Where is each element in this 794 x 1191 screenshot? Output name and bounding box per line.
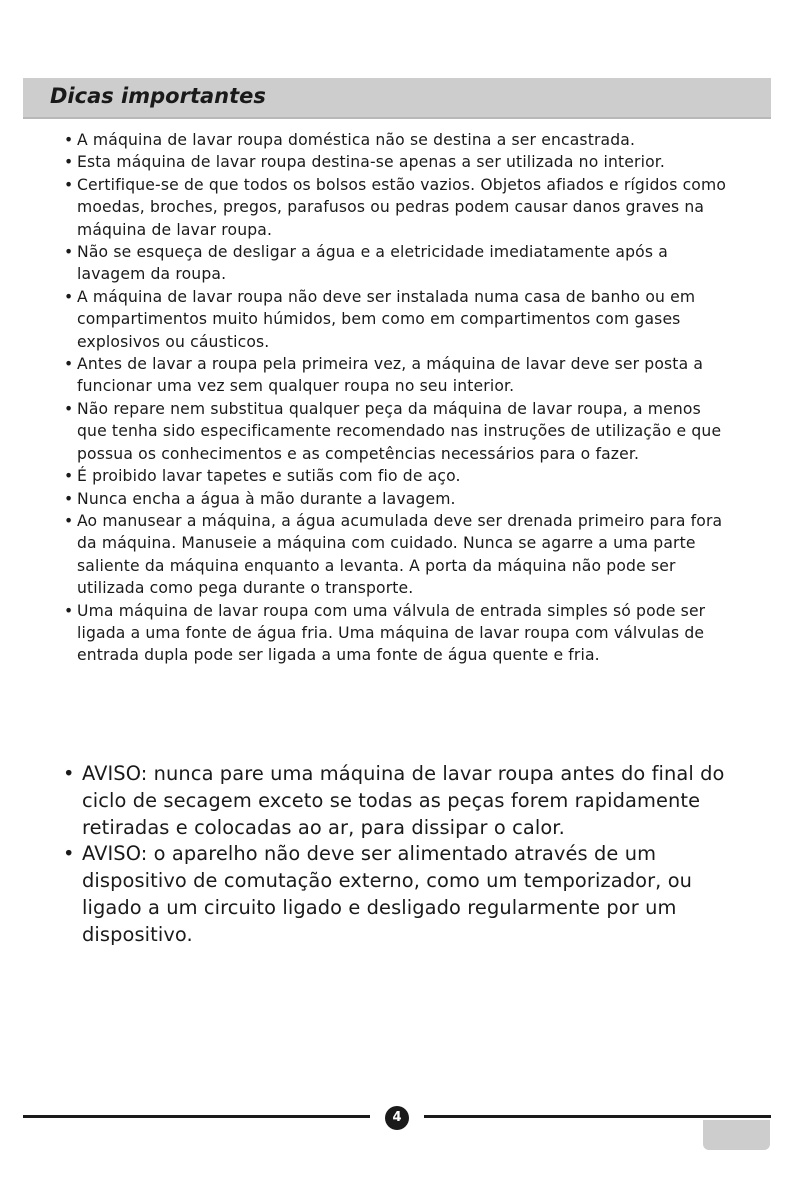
section-header (23, 78, 771, 119)
bullet-icon: • (64, 511, 74, 530)
section-title: Dicas importantes (50, 84, 266, 108)
bullet-icon: • (64, 399, 74, 418)
tip-text: Ao manusear a máquina, a água acumulada deve ser drenada primeiro para fora da máquina. Manuseie a máquina com cuidado. Nunca se agarre a uma parte saliente da máquina enquanto a levanta. A porta da máquina não pode ser utilizada como pega durante o transporte. (77, 511, 723, 598)
tip-item (62, 174, 734, 241)
warnings-list (62, 761, 734, 949)
bullet-icon: • (64, 243, 74, 262)
bullet-icon: • (64, 175, 74, 194)
footer-rule-left (23, 1115, 370, 1118)
warning-item (62, 761, 734, 841)
bullet-icon: • (64, 153, 74, 172)
tip-text: Não repare nem substitua qualquer peça da máquina de lavar roupa, a menos que tenha sido especificamente recomendado nas instruções de utilização e que possua os conhecimentos e as competências necessários para o fazer. (77, 399, 722, 463)
tip-item (62, 286, 734, 353)
tip-text: Certifique-se de que todos os bolsos estão vazios. Objetos afiados e rígidos como moedas, broches, pregos, parafusos ou pedras podem causar danos graves na máquina de lavar roupa. (77, 175, 727, 239)
warning-item (62, 841, 734, 948)
footer-rule-right (424, 1115, 771, 1118)
tip-item (62, 151, 734, 173)
bullet-icon: • (64, 355, 74, 374)
bullet-icon: • (63, 842, 75, 866)
tips-list (62, 129, 734, 667)
warning-text: AVISO: o aparelho não deve ser alimentado através de um dispositivo de comutação externo, como um temporizador, ou ligado a um circuito ligado e desligado regularmente por um dispositivo. (82, 842, 693, 946)
page-edge-tab (703, 1120, 770, 1150)
tip-item (62, 465, 734, 487)
tip-text: É proibido lavar tapetes e sutiãs com fio de aço. (77, 467, 461, 486)
tip-item (62, 510, 734, 600)
tip-item (62, 353, 734, 398)
bullet-icon: • (64, 131, 74, 149)
tip-item (62, 600, 734, 667)
warning-text: AVISO: nunca pare uma máquina de lavar roupa antes do final do ciclo de secagem exceto se todas as peças forem rapidamente retiradas e colocadas ao ar, para dissipar o calor. (82, 762, 725, 839)
tip-text: Antes de lavar a roupa pela primeira vez, a máquina de lavar deve ser posta a funcionar uma vez sem qualquer roupa no seu interior. (77, 355, 704, 396)
tip-item (62, 488, 734, 510)
tip-text: A máquina de lavar roupa não deve ser instalada numa casa de banho ou em compartimentos muito húmidos, bem como em compartimentos com gases explosivos ou cáusticos. (77, 287, 696, 351)
tip-item (62, 398, 734, 465)
bullet-icon: • (64, 287, 74, 306)
page-number-badge: 4 (385, 1106, 409, 1130)
tip-item (62, 129, 734, 151)
tip-text: Uma máquina de lavar roupa com uma válvula de entrada simples só pode ser ligada a uma fonte de água fria. Uma máquina de lavar roupa com válvulas de entrada dupla pode ser ligada a uma fonte de água quente e fria. (77, 601, 706, 665)
tip-item (62, 241, 734, 286)
tip-text: Não se esqueça de desligar a água e a eletricidade imediatamente após a lavagem da roupa. (77, 243, 668, 284)
bullet-icon: • (63, 762, 75, 785)
bullet-icon: • (64, 467, 74, 486)
bullet-icon: • (64, 601, 74, 620)
tip-text: Esta máquina de lavar roupa destina-se apenas a ser utilizada no interior. (77, 153, 665, 172)
tip-text: Nunca encha a água à mão durante a lavagem. (77, 489, 456, 508)
bullet-icon: • (64, 489, 74, 508)
tip-text: A máquina de lavar roupa doméstica não se destina a ser encastrada. (77, 131, 636, 149)
